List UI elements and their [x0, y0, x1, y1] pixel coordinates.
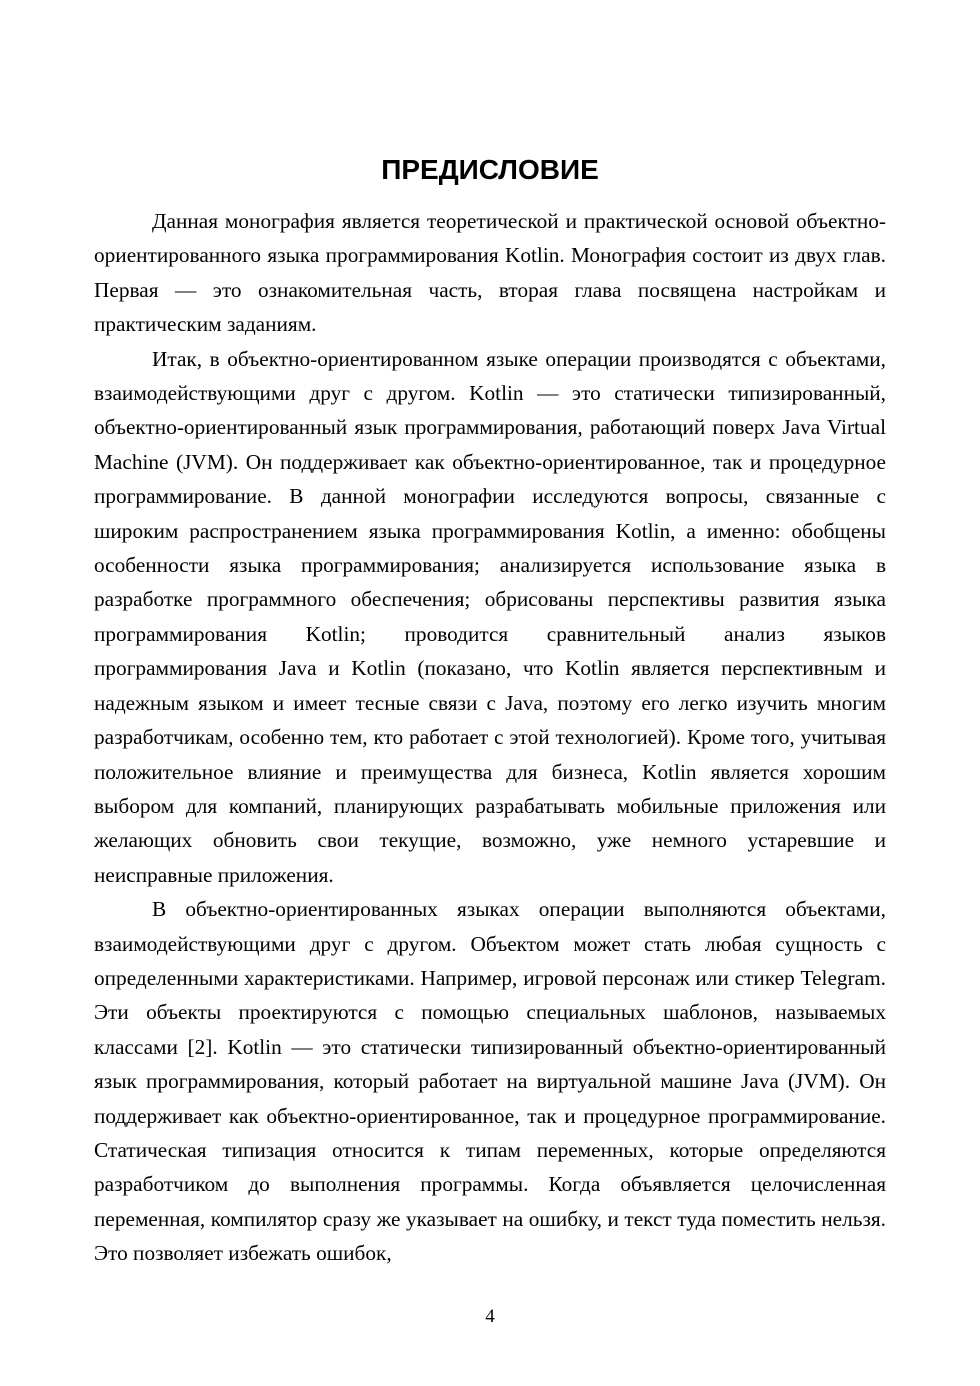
page-number: 4 — [485, 1306, 495, 1327]
paragraph-1: Данная монография является теоретической и практической основой объектно-ориентированного языка программирования Kotlin. Монография состоит из двух глав. Первая — это ознакомительная часть, вторая глава посвящена настройкам и практическим заданиям. — [94, 209, 886, 337]
paragraph-2: Итак, в объектно-ориентированном языке операции производятся с объектами, взаимодействующими друг с другом. Kotlin — это статически типизированный, объектно-ориентированный язык программирования, работающий поверх Java Virtual Machine (JVM). Он поддерживает как объектно-ориентированное, так и процедурное программирование. В данной монографии исследуются вопросы, связанные с широким распространением языка программирования Kotlin, а именно: обобщены особенности языка программирования; анализируется использование языка в разработке программного обеспечения; обрисованы перспективы развития языка программирования Kotlin; проводится сравнительный анализ языков программирования Java и Kotlin (показано, что Kotlin является перспективным и надежным языком и имеет тесные связи с Java, поэтому его легко изучить многим разработчикам, особенно тем, кто работает с этой технологией). Кроме того, учитывая положительное влияние и преимущества для бизнеса, Kotlin является хорошим выбором для компаний, планирующих разрабатывать мобильные приложения или желающих обновить свои текущие, возможно, уже немного устаревшие и неисправные приложения. — [94, 346, 886, 887]
paragraph-3: В объектно-ориентированных языках операции выполняются объектами, взаимодействующими друг с другом. Объектом может стать любая сущность с определенными характеристиками. Например, игровой персонаж или стикер Telegram. Эти объекты проектируются с помощью специальных шаблонов, называемых классами [2]. Kotlin — это статически типизированный объектно-ориентированный язык программирования, который работает на виртуальной машине Java (JVM). Он поддерживает как объектно-ориентированное, так и процедурное программирование. Статическая типизация относится к типам переменных, которые определяются разработчиком до выполнения программы. Когда объявляется целочисленная переменная, компилятор сразу же указывает на ошибку, и текст туда поместить нельзя. Это позволяет избежать ошибок, — [94, 897, 886, 1266]
page-heading: ПРЕДИСЛОВИЕ — [381, 154, 599, 185]
body-text — [94, 204, 886, 1271]
